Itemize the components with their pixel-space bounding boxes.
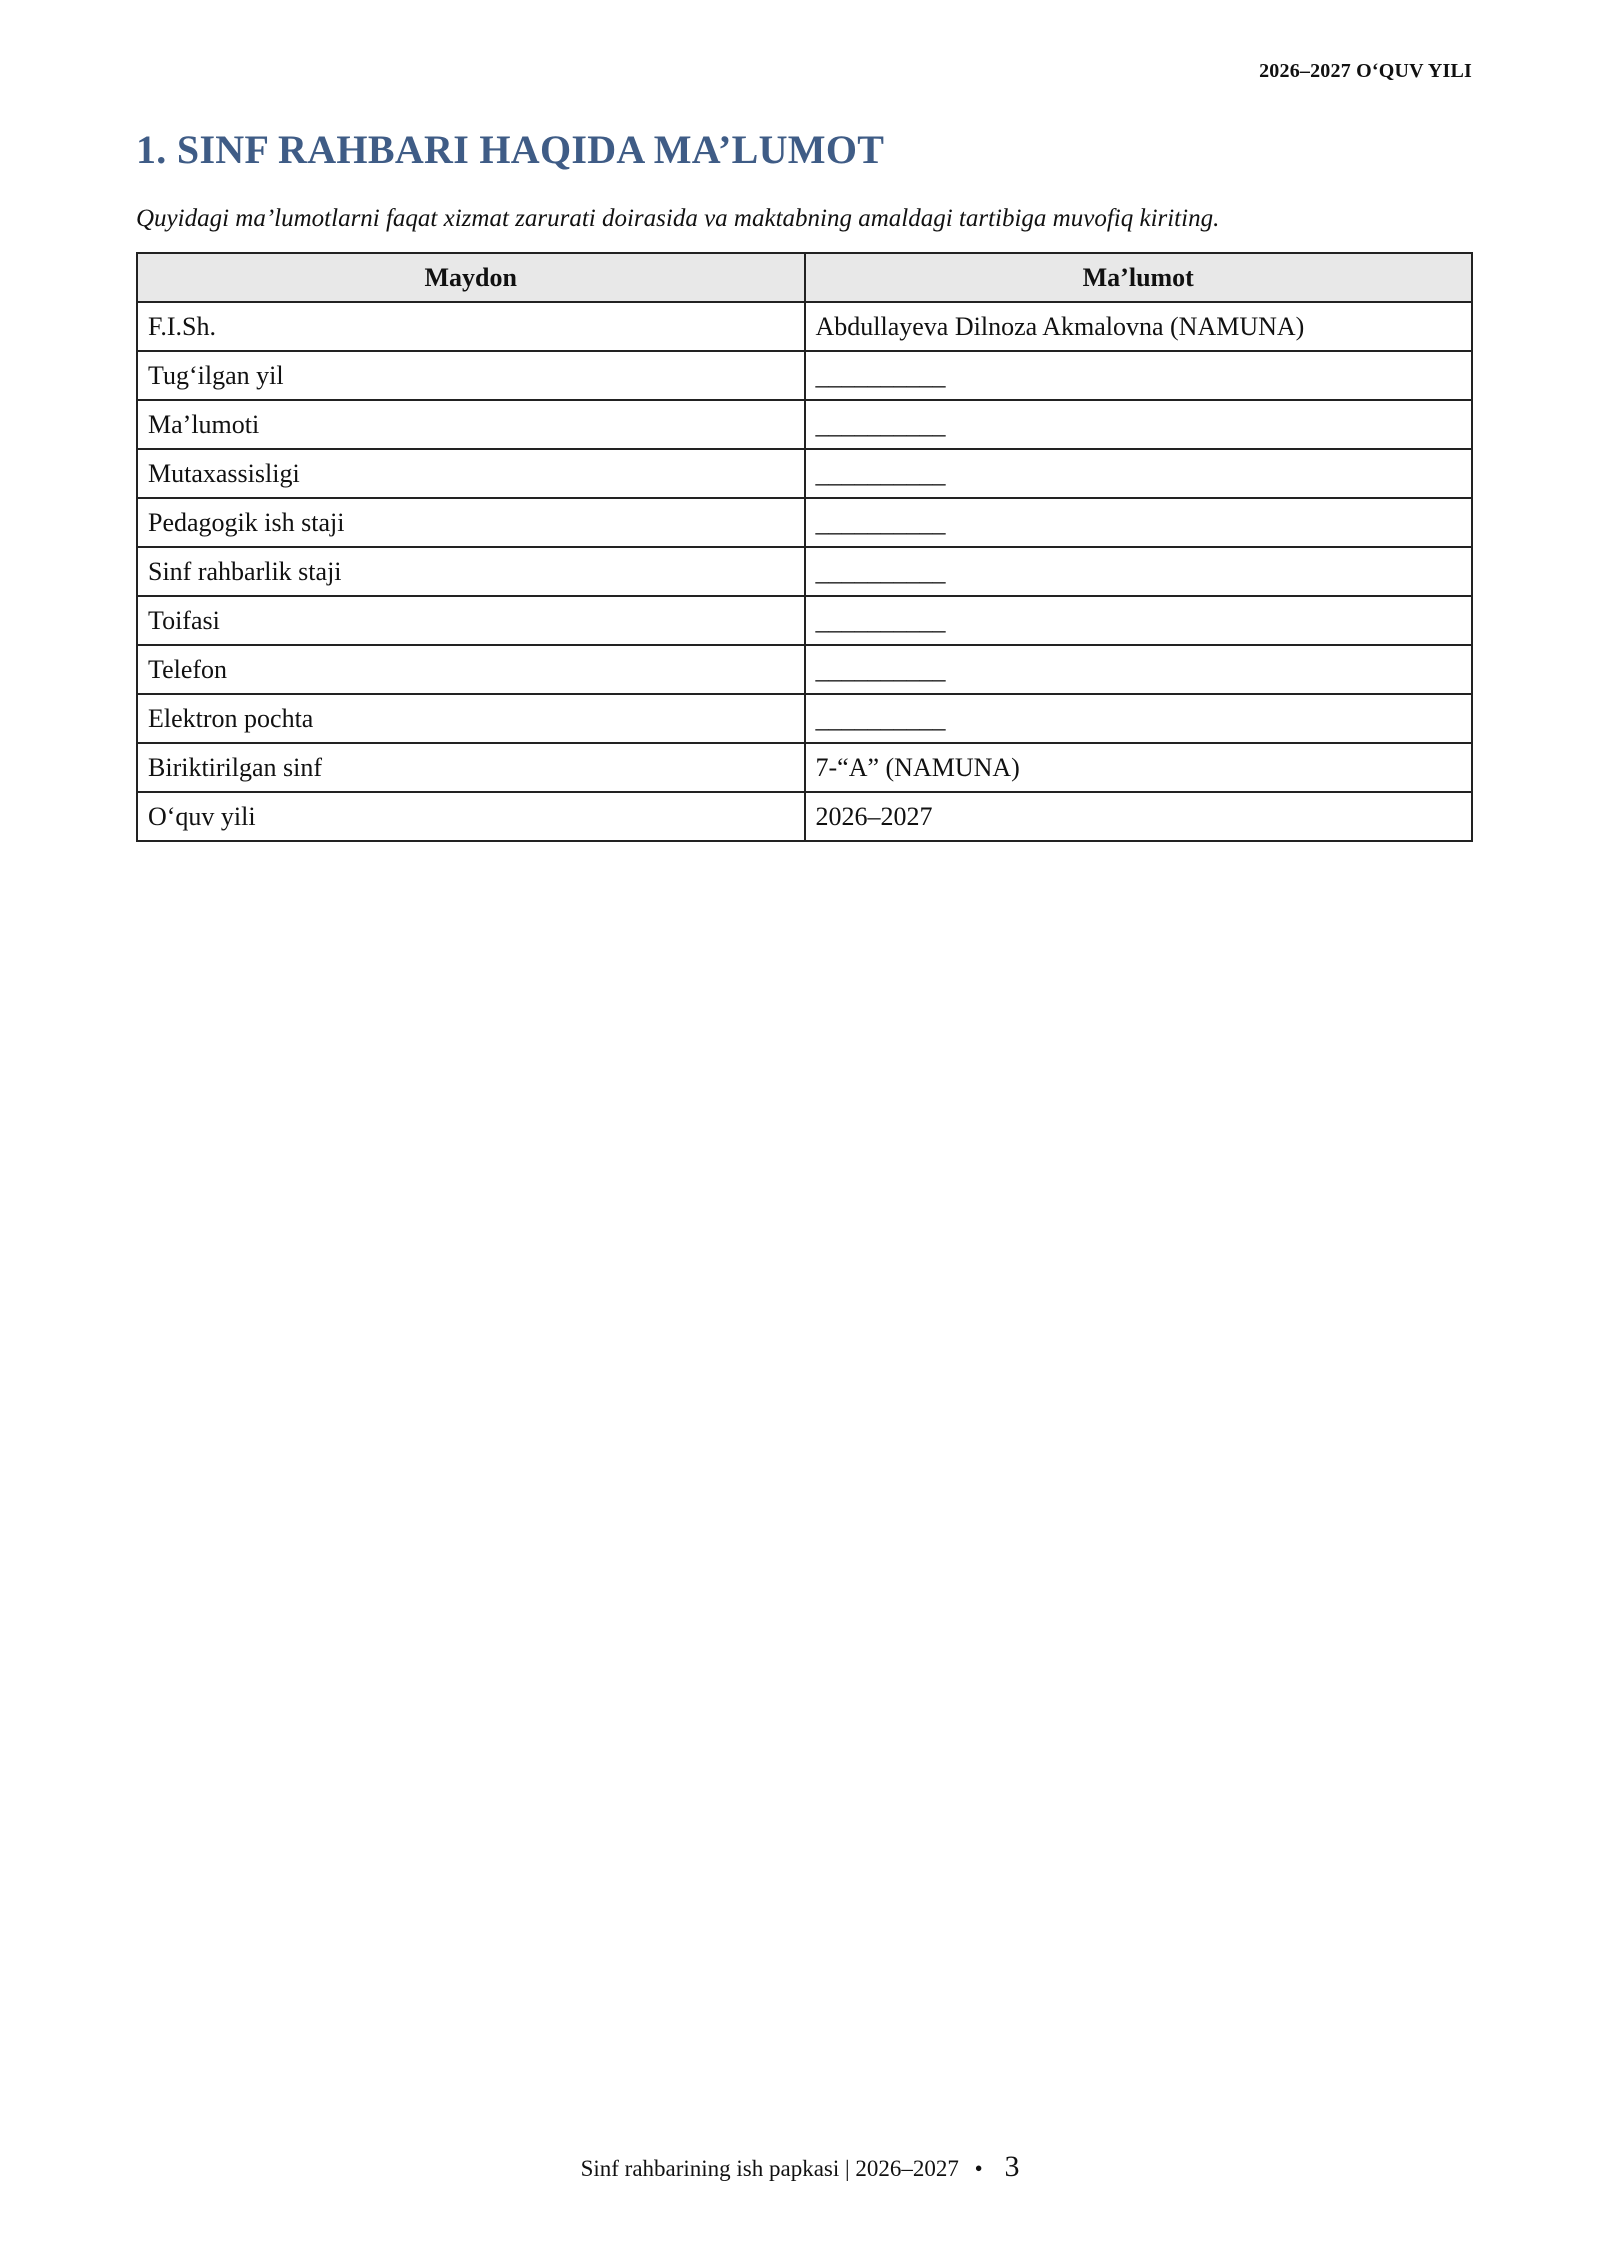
field-value: __________ bbox=[805, 400, 1473, 449]
field-label: Biriktirilgan sinf bbox=[137, 743, 805, 792]
field-label: Elektron pochta bbox=[137, 694, 805, 743]
page-footer bbox=[0, 2150, 1600, 2184]
intro-text: Quyidagi ma’lumotlarni faqat xizmat zarurati doirasida va maktabning amaldagi tartibiga muvofiq kiriting. bbox=[136, 205, 1220, 232]
table-row bbox=[137, 449, 1472, 498]
table-row bbox=[137, 596, 1472, 645]
field-value: __________ bbox=[805, 449, 1473, 498]
field-value: 2026–2027 bbox=[805, 792, 1473, 841]
table-row bbox=[137, 400, 1472, 449]
field-label: Toifasi bbox=[137, 596, 805, 645]
footer-separator: • bbox=[974, 2156, 983, 2181]
field-label: Tug‘ilgan yil bbox=[137, 351, 805, 400]
section-title: 1. SINF RAHBARI HAQIDA MA’LUMOT bbox=[136, 127, 885, 172]
teacher-info-table bbox=[136, 252, 1473, 842]
field-label: Pedagogik ish staji bbox=[137, 498, 805, 547]
field-value: __________ bbox=[805, 645, 1473, 694]
field-value: 7-“A” (NAMUNA) bbox=[805, 743, 1473, 792]
table-row bbox=[137, 743, 1472, 792]
table-row bbox=[137, 792, 1472, 841]
field-value: __________ bbox=[805, 351, 1473, 400]
field-label: Mutaxassisligi bbox=[137, 449, 805, 498]
field-value: __________ bbox=[805, 596, 1473, 645]
field-label: Ma’lumoti bbox=[137, 400, 805, 449]
column-header-value: Ma’lumot bbox=[805, 253, 1473, 302]
table-row bbox=[137, 547, 1472, 596]
column-header-field: Maydon bbox=[137, 253, 805, 302]
field-label: O‘quv yili bbox=[137, 792, 805, 841]
footer-text: Sinf rahbarining ish papkasi | 2026–2027 bbox=[580, 2156, 959, 2181]
field-value: __________ bbox=[805, 498, 1473, 547]
table-row bbox=[137, 498, 1472, 547]
table-row bbox=[137, 302, 1472, 351]
field-value: __________ bbox=[805, 547, 1473, 596]
field-label: Telefon bbox=[137, 645, 805, 694]
table-header-row bbox=[137, 253, 1472, 302]
field-value: Abdullayeva Dilnoza Akmalovna (NAMUNA) bbox=[805, 302, 1473, 351]
field-label: F.I.Sh. bbox=[137, 302, 805, 351]
table-row bbox=[137, 694, 1472, 743]
table-row bbox=[137, 645, 1472, 694]
running-header: 2026–2027 O‘QUV YILI bbox=[1259, 60, 1472, 82]
field-value: __________ bbox=[805, 694, 1473, 743]
field-label: Sinf rahbarlik staji bbox=[137, 547, 805, 596]
page-number: 3 bbox=[1004, 2150, 1020, 2183]
table-row bbox=[137, 351, 1472, 400]
